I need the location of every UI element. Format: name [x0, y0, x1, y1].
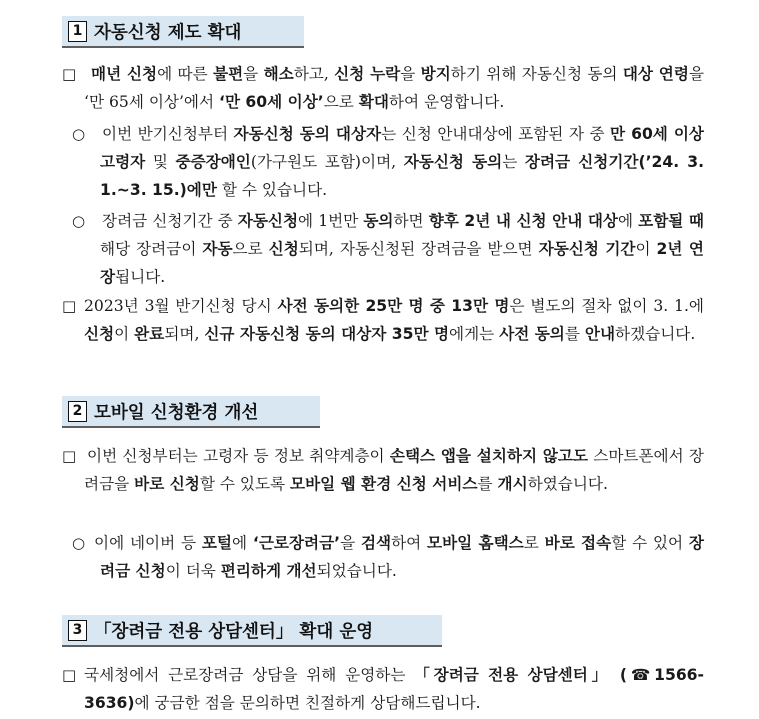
- paragraph: [72, 120, 704, 204]
- body-text: 하고,: [293, 65, 335, 83]
- emphasis-text: 편리하게 개선: [220, 562, 317, 580]
- body-text: 할 수 있어: [611, 534, 689, 552]
- emphasis-text: 사전 동의한 25만 명 중 13만 명: [277, 297, 510, 315]
- body-text: 국세청에서 근로장려금 상담을 위해 운영하는: [84, 666, 415, 684]
- section-3-heading: [62, 615, 442, 647]
- paragraph: [62, 661, 704, 717]
- emphasis-text: (☎1566-3636): [84, 666, 704, 712]
- body-text: 스마트폰에서 장려금을: [84, 447, 704, 493]
- emphasis-text: 만 60세 이상 고령자: [100, 125, 704, 171]
- section-2-heading: [62, 396, 320, 428]
- emphasis-text: 자동신청 기간: [538, 240, 636, 258]
- body-text: 이: [114, 325, 135, 343]
- body-text: 하겠습니다.: [615, 325, 696, 343]
- body-text: 을: [340, 534, 361, 552]
- paragraph-text: [84, 292, 704, 348]
- paragraph-text: [84, 442, 704, 498]
- emphasis-text: 「장려금 전용 상담센터」: [414, 666, 612, 684]
- paragraph-text: [94, 529, 704, 585]
- square-bullet: □: [62, 65, 77, 83]
- body-text: 되며,: [164, 325, 205, 343]
- emphasis-text: 안내: [584, 325, 616, 343]
- emphasis-text: 완료: [134, 325, 165, 343]
- body-text: 2023년 3월 반기신청 당시: [84, 297, 278, 315]
- body-text: 할 수 있도록: [199, 475, 291, 493]
- emphasis-text: 동의: [363, 212, 394, 230]
- body-text: 에 1번만: [298, 212, 364, 230]
- body-text: 이번 반기신청부터: [102, 125, 234, 143]
- body-text: 로: [523, 534, 545, 552]
- emphasis-text: 모바일 홈택스: [427, 534, 524, 552]
- body-text: 를: [564, 325, 585, 343]
- square-bullet: □: [62, 666, 77, 684]
- paragraph-text: [100, 207, 704, 291]
- body-text: 는: [502, 153, 525, 171]
- emphasis-text: 장려금 신청기간(’24. 3. 1.~3. 15.)에만: [100, 153, 704, 199]
- section-2-number: 2: [68, 401, 87, 422]
- body-text: 를: [477, 475, 498, 493]
- body-text: (가구원도 포함)이며,: [250, 153, 404, 171]
- emphasis-text: 검색: [360, 534, 392, 552]
- body-text: 하여 운영합니다.: [388, 93, 505, 111]
- body-text: 에 궁금한 점을 문의하면 친절하게 상담해드립니다.: [134, 694, 481, 712]
- body-text: 하였습니다.: [527, 475, 608, 493]
- emphasis-text: 신청 누락: [334, 65, 401, 83]
- paragraph: [62, 60, 704, 116]
- emphasis-text: 손택스 앱을 설치하지 않고도: [389, 447, 588, 465]
- section-3-number: 3: [68, 620, 87, 641]
- paragraph-text: [84, 60, 704, 116]
- emphasis-text: ‘근로장려금’: [252, 534, 341, 552]
- body-text: 이 더욱: [165, 562, 221, 580]
- emphasis-text: 사전 동의: [499, 325, 565, 343]
- paragraph-text: [100, 120, 704, 204]
- body-text: 하기 위해 자동신청 동의: [450, 65, 623, 83]
- section-1-title: 자동신청 제도 확대: [94, 22, 242, 43]
- emphasis-text: 포털: [201, 534, 232, 552]
- paragraph: [62, 442, 704, 498]
- emphasis-text: 포함될 때: [638, 212, 704, 230]
- body-text: 을: [400, 65, 421, 83]
- emphasis-text: 자동신청 동의: [403, 153, 503, 171]
- body-text: 되었습니다.: [316, 562, 397, 580]
- emphasis-text: 매년 신청: [91, 65, 158, 83]
- body-text: 하면: [393, 212, 429, 230]
- body-text: 에: [618, 212, 639, 230]
- body-text: 으로: [323, 93, 359, 111]
- emphasis-text: 해소: [263, 65, 294, 83]
- body-text: 을 ‘만 65세 이상’에서: [84, 65, 705, 111]
- paragraph: [72, 529, 704, 585]
- body-text: 에: [232, 534, 253, 552]
- emphasis-text: 확대: [358, 93, 389, 111]
- section-1-number: 1: [68, 21, 87, 42]
- emphasis-text: 개시: [497, 475, 528, 493]
- emphasis-text: 모바일 웹 환경 신청 서비스: [290, 475, 478, 493]
- body-text: 하여: [391, 534, 428, 552]
- paragraph-text: [84, 661, 704, 717]
- body-text: 장려금 신청기간 중: [102, 212, 238, 230]
- circle-bullet: ○: [72, 125, 86, 143]
- body-text: 는 신청 안내대상에 포함된 자 중: [381, 125, 611, 143]
- emphasis-text: 신청: [268, 240, 299, 258]
- body-text: 으로: [232, 240, 269, 258]
- body-text: 을: [243, 65, 264, 83]
- square-bullet: □: [62, 297, 77, 315]
- emphasis-text: 신규 자동신청 동의 대상자 35만 명: [204, 325, 450, 343]
- emphasis-text: 바로 접속: [544, 534, 612, 552]
- section-1-heading: [62, 16, 304, 48]
- paragraph: [62, 292, 704, 348]
- body-text: 되며, 자동신청된 장려금을 받으면: [298, 240, 539, 258]
- body-text: 및: [145, 153, 176, 171]
- body-text: 이: [635, 240, 657, 258]
- emphasis-text: 중증장애인: [175, 153, 251, 171]
- section-3-title: 「장려금 전용 상담센터」 확대 운영: [94, 621, 374, 642]
- body-text: 할 수 있습니다.: [216, 181, 328, 199]
- emphasis-text: 장려금 신청: [100, 534, 704, 580]
- emphasis-text: ‘만 60세 이상’: [219, 93, 324, 111]
- square-bullet: □: [62, 447, 77, 465]
- body-text: 이에 네이버 등: [94, 534, 202, 552]
- emphasis-text: 2년 연장: [100, 240, 704, 286]
- paragraph: [72, 207, 704, 291]
- section-2-title: 모바일 신청환경 개선: [94, 402, 259, 423]
- emphasis-text: 향후 2년 내 신청 안내 대상: [428, 212, 618, 230]
- body-text: 해당 장려금이: [100, 240, 203, 258]
- body-text: 이번 신청부터는 고령자 등 정보 취약계층이: [87, 447, 390, 465]
- emphasis-text: 바로 신청: [134, 475, 200, 493]
- circle-bullet: ○: [72, 212, 86, 230]
- circle-bullet: ○: [72, 534, 86, 552]
- body-text: [611, 666, 620, 684]
- emphasis-text: 방지: [420, 65, 451, 83]
- emphasis-text: 자동신청 동의 대상자: [233, 125, 382, 143]
- emphasis-text: 신청: [84, 325, 115, 343]
- emphasis-text: 대상 연령: [622, 65, 689, 83]
- emphasis-text: 불편: [213, 65, 244, 83]
- emphasis-text: 자동: [202, 240, 233, 258]
- emphasis-text: 자동신청: [237, 212, 299, 230]
- body-text: 은 별도의 절차 없이 3. 1.에: [509, 297, 704, 315]
- body-text: 에 따른: [157, 65, 213, 83]
- body-text: 됩니다.: [115, 268, 166, 286]
- body-text: 에게는: [449, 325, 500, 343]
